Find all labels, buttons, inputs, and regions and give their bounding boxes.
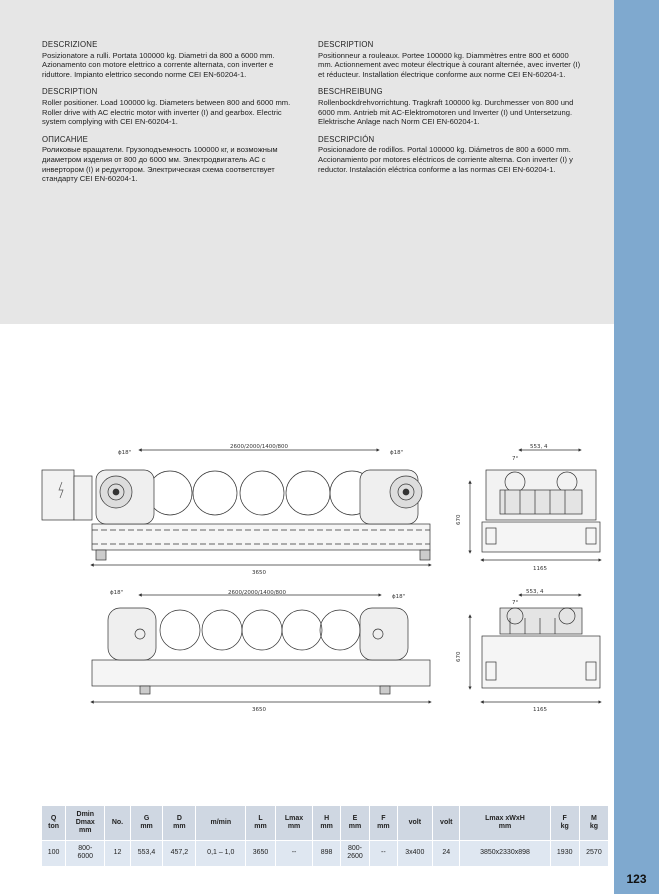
table-header-cell: [66, 806, 105, 840]
table-cell: [340, 840, 369, 866]
header-cell-line: volt: [408, 818, 422, 826]
dim-roller-span-label-2: 553, 4: [526, 589, 544, 595]
text-russian: Роликовые вращатели. Грузоподъемность 100000 кг, и возможным диаметром изделия от 800 до 6000 мм. Электродвигатель АС с инвертором (I) и редуктором. Электрическая схема соответствует стандарту CEI EN-60204-1.: [42, 145, 278, 184]
dim-spacing-label-2: 2600/2000/1400/800: [228, 590, 287, 596]
table-cell-line: 2600: [347, 853, 363, 861]
dim-height-label-2: 670: [456, 651, 462, 662]
header-cell-line: kg: [589, 822, 599, 830]
header-cell-line: D: [176, 814, 182, 822]
table-cell-line: 3650: [252, 849, 269, 857]
table-cell: [196, 840, 246, 866]
table-cell-line: 3850x2330x898: [480, 849, 530, 857]
heading-english: DESCRIPTION: [42, 87, 98, 97]
table-cell: [105, 840, 130, 866]
side-view-drive: [470, 450, 600, 560]
table-cell-line: 24: [442, 849, 451, 857]
dim-angle-label-2: 7°: [512, 600, 519, 606]
table-cell-line: 12: [113, 849, 122, 857]
header-cell-line: G: [143, 814, 150, 822]
table-cell: [130, 840, 163, 866]
text-english: Roller positioner. Load 100000 kg. Diameters between 800 and 6000 mm. Roller drive with AC electric motor with inverter (I) and gearbox. Electric system complying with CEI EN-60204-1.: [42, 97, 291, 127]
header-cell-line: mm: [140, 822, 153, 830]
table-header-cell: [130, 806, 163, 840]
dim-width-label-1: 1165: [533, 566, 547, 572]
header-cell-line: mm: [173, 822, 186, 830]
table-cell-line: 6000: [77, 853, 94, 861]
header-cell-line: mm: [79, 826, 92, 834]
text-french: Positionneur a rouleaux. Portee 100000 kg. Diammètres entre 800 et 6000 mm. Actionnement avec moteur électrique à courant alternée, avec inverter (I) et réducteur. Installation électrique conforme aux norme CEI EN-60204-1.: [318, 50, 581, 79]
table-cell-line: --: [381, 849, 386, 857]
dim-length-label-1: 3650: [252, 570, 266, 576]
header-cell-line: mm: [254, 822, 267, 830]
heading-spanish: DESCRIPCIÓN: [318, 134, 375, 144]
table-header-cell: [313, 806, 340, 840]
table-cell-line: 1930: [556, 849, 573, 857]
table-cell-line: 800-: [347, 845, 362, 853]
header-cell-line: No.: [111, 818, 124, 826]
table-cell: [42, 840, 66, 866]
page-number: 123: [614, 866, 659, 894]
table-header-cell: [246, 806, 275, 840]
table-cell: [313, 840, 340, 866]
dim-diameter-label-3: ɸ18": [110, 590, 124, 596]
table-cell: [433, 840, 460, 866]
technical-drawing: [0, 430, 614, 730]
header-cell-line: L: [258, 814, 263, 822]
heading-italian: DESCRIZIONE: [42, 40, 98, 49]
table-cell: [66, 840, 105, 866]
dim-diameter-label-4: ɸ18": [392, 594, 406, 600]
table-header-cell: [433, 806, 460, 840]
elevation-view-drive: [42, 450, 430, 565]
table-cell-line: 0,1 – 1,0: [207, 849, 235, 857]
table-header-cell: [340, 806, 369, 840]
table-header-cell: [397, 806, 433, 840]
elevation-view-idler: [92, 595, 430, 702]
table-header-cell: [163, 806, 196, 840]
header-cell-line: Q: [50, 814, 57, 822]
table-header-cell: [275, 806, 313, 840]
table-cell-line: 3x400: [405, 849, 425, 857]
dim-diameter-label-2: ɸ18": [390, 450, 404, 456]
table-cell-line: 553,4: [137, 849, 156, 857]
table-header-cell: [460, 806, 550, 840]
header-cell-line: kg: [560, 822, 569, 830]
table-cell-line: 100: [47, 849, 60, 857]
specification-table: [42, 806, 608, 866]
table-cell-line: 898: [320, 849, 333, 857]
table-cell-line: 457,2: [170, 849, 189, 857]
header-cell-line: mm: [498, 822, 512, 830]
heading-german: BESCHREIBUNG: [318, 87, 383, 97]
header-cell-line: F: [381, 814, 386, 822]
heading-russian: ОПИСАНИЕ: [42, 134, 88, 144]
table-row: [42, 840, 608, 866]
header-cell-line: Lmax: [284, 814, 304, 822]
dim-angle-label-1: 7°: [512, 456, 519, 462]
dim-width-label-2: 1165: [533, 707, 547, 713]
dim-height-label-1: 670: [456, 514, 462, 525]
dim-diameter-label-1: ɸ18": [118, 450, 132, 456]
table-header-cell: [196, 806, 246, 840]
header-cell-line: Dmin: [76, 810, 95, 818]
header-cell-line: m/min: [210, 818, 232, 826]
table-header-cell: [370, 806, 397, 840]
table-cell: [397, 840, 433, 866]
side-view-idler: [470, 595, 600, 702]
header-cell-line: volt: [440, 818, 453, 826]
table-cell: [370, 840, 397, 866]
dim-length-label-2: 3650: [252, 707, 266, 713]
header-cell-line: F: [562, 814, 567, 822]
table-header-cell: [550, 806, 579, 840]
header-cell-line: M: [591, 814, 597, 822]
heading-french: DESCRIPTION: [318, 40, 374, 49]
text-spanish: Posicionadore de rodillos. Portal 100000 kg. Diámetros de 800 a 6000 mm. Accionamiento por motores eléctricos de corriente alterna. Con inverter (I) y reductor. Instalación eléctrica conforme a las normas CEI EN-60204-1.: [318, 145, 573, 174]
table-header-cell: [579, 806, 608, 840]
description-column-right: [318, 40, 584, 182]
text-german: Rollenbockdrehvorrichtung. Tragkraft 100000 kg. Durchmesser von 800 und 6000 mm. Antrieb mit AC-Elektromotoren und Inverter (I) und Untersetzung. Elektrische Anlage nach Norm CEI EN-60204-1.: [318, 97, 574, 127]
table-cell: [246, 840, 275, 866]
header-cell-line: mm: [287, 822, 301, 830]
table-cell: [550, 840, 579, 866]
table-cell: [275, 840, 313, 866]
table-header-cell: [105, 806, 130, 840]
header-cell-line: H: [324, 814, 330, 822]
table-cell: [163, 840, 196, 866]
text-italian: Posizionatore a rulli. Portata 100000 kg. Diametri da 800 a 6000 mm. Azionamento con motore elettrico a corrente alternata, con inverter e riduttore. Impianto elettrico secondo norme CEI EN-60204-1.: [42, 50, 275, 79]
table-cell-line: 800-: [78, 845, 93, 853]
header-cell-line: mm: [348, 822, 362, 830]
dim-spacing-label-1: 2600/2000/1400/800: [230, 444, 289, 450]
table-cell: [460, 840, 550, 866]
dim-roller-span-label-1: 553, 4: [530, 444, 548, 450]
header-cell-line: Lmax xWxH: [485, 814, 525, 822]
header-cell-line: ton: [48, 822, 60, 830]
header-cell-line: mm: [320, 822, 333, 830]
side-color-band: [614, 0, 659, 894]
table-cell-line: 2570: [586, 849, 602, 857]
table-header-cell: [42, 806, 66, 840]
header-cell-line: mm: [377, 822, 390, 830]
table-header-row: [42, 806, 608, 840]
header-cell-line: Dmax: [75, 818, 95, 826]
description-column-left: [42, 40, 304, 192]
table-body: [42, 840, 608, 866]
header-cell-line: E: [352, 814, 358, 822]
table-cell: [579, 840, 608, 866]
table-cell-line: --: [291, 849, 297, 857]
